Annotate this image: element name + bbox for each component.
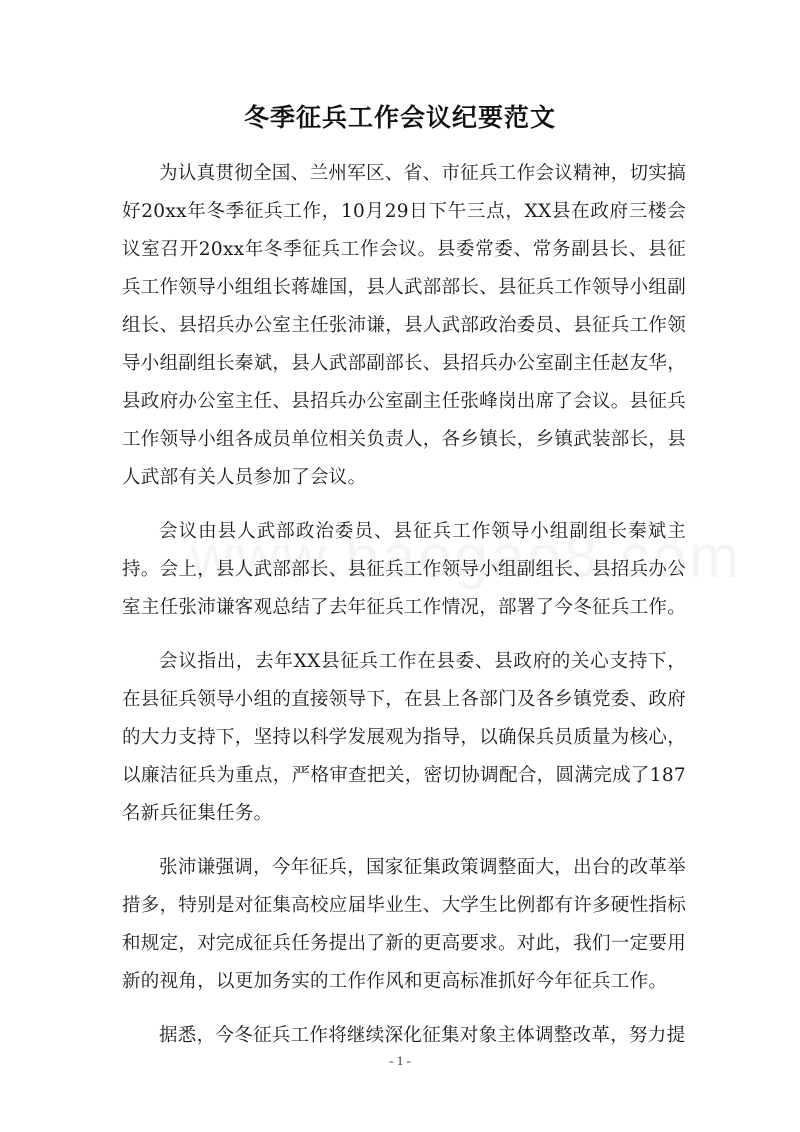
page-number: - 1 - [389, 1053, 411, 1068]
document-body [122, 155, 686, 1071]
paragraph-2: 会议由县人武部政治委员、县征兵工作领导小组副组长秦斌主持。会上，县人武部部长、县征兵工作领导小组副组长、县招兵办公室主任张沛谦客观总结了去年征兵工作情况，部署了今冬征兵工作。 [122, 521, 687, 618]
paragraph-5: 据悉，今冬征兵工作将继续深化征集对象主体调整改革，努力提 [159, 1025, 686, 1046]
paragraph-1: 为认真贯彻全国、兰州军区、省、市征兵工作会议精神，切实搞好20xx年冬季征兵工作，10月29日下午三点，XX县在政府三楼会议室召开20xx年冬季征兵工作会议。县委常委、常务副县长、县征兵工作领导小组组长蒋雄国，县人武部部长、县征兵工作领导小组副组长、县招兵办公室主任张沛谦，县人武部政治委员、县征兵工作领导小组副组长秦斌，县人武部副部长、县招兵办公室副主任赵友华，县政府办公室主任、县招兵办公室副主任张峰岗出席了会议。县征兵工作领导小组各成员单位相关负责人，各乡镇长，乡镇武装部长，县人武部有关人员参加了会议。 [122, 163, 687, 488]
paragraph-3: 会议指出，去年XX县征兵工作在县委、县政府的关心支持下，在县征兵领导小组的直接领导下，在县上各部门及各乡镇党委、政府的大力支持下，坚持以科学发展观为指导，以确保兵员质量为核心，以廉洁征兵为重点，严格审查把关，密切协调配合，圆满完成了187名新兵征集任务。 [122, 651, 687, 824]
paragraph-4: 张沛谦强调，今年征兵，国家征集政策调整面大，出台的改革举措多，特别是对征集高校应届毕业生、大学生比例都有许多硬性指标和规定，对完成征兵任务提出了新的更高要求。对此，我们一定要用新的视角，以更加务实的工作作风和更高标准抓好今年征兵工作。 [122, 857, 687, 992]
document-title: 冬季征兵工作会议纪要范文 [243, 103, 556, 132]
